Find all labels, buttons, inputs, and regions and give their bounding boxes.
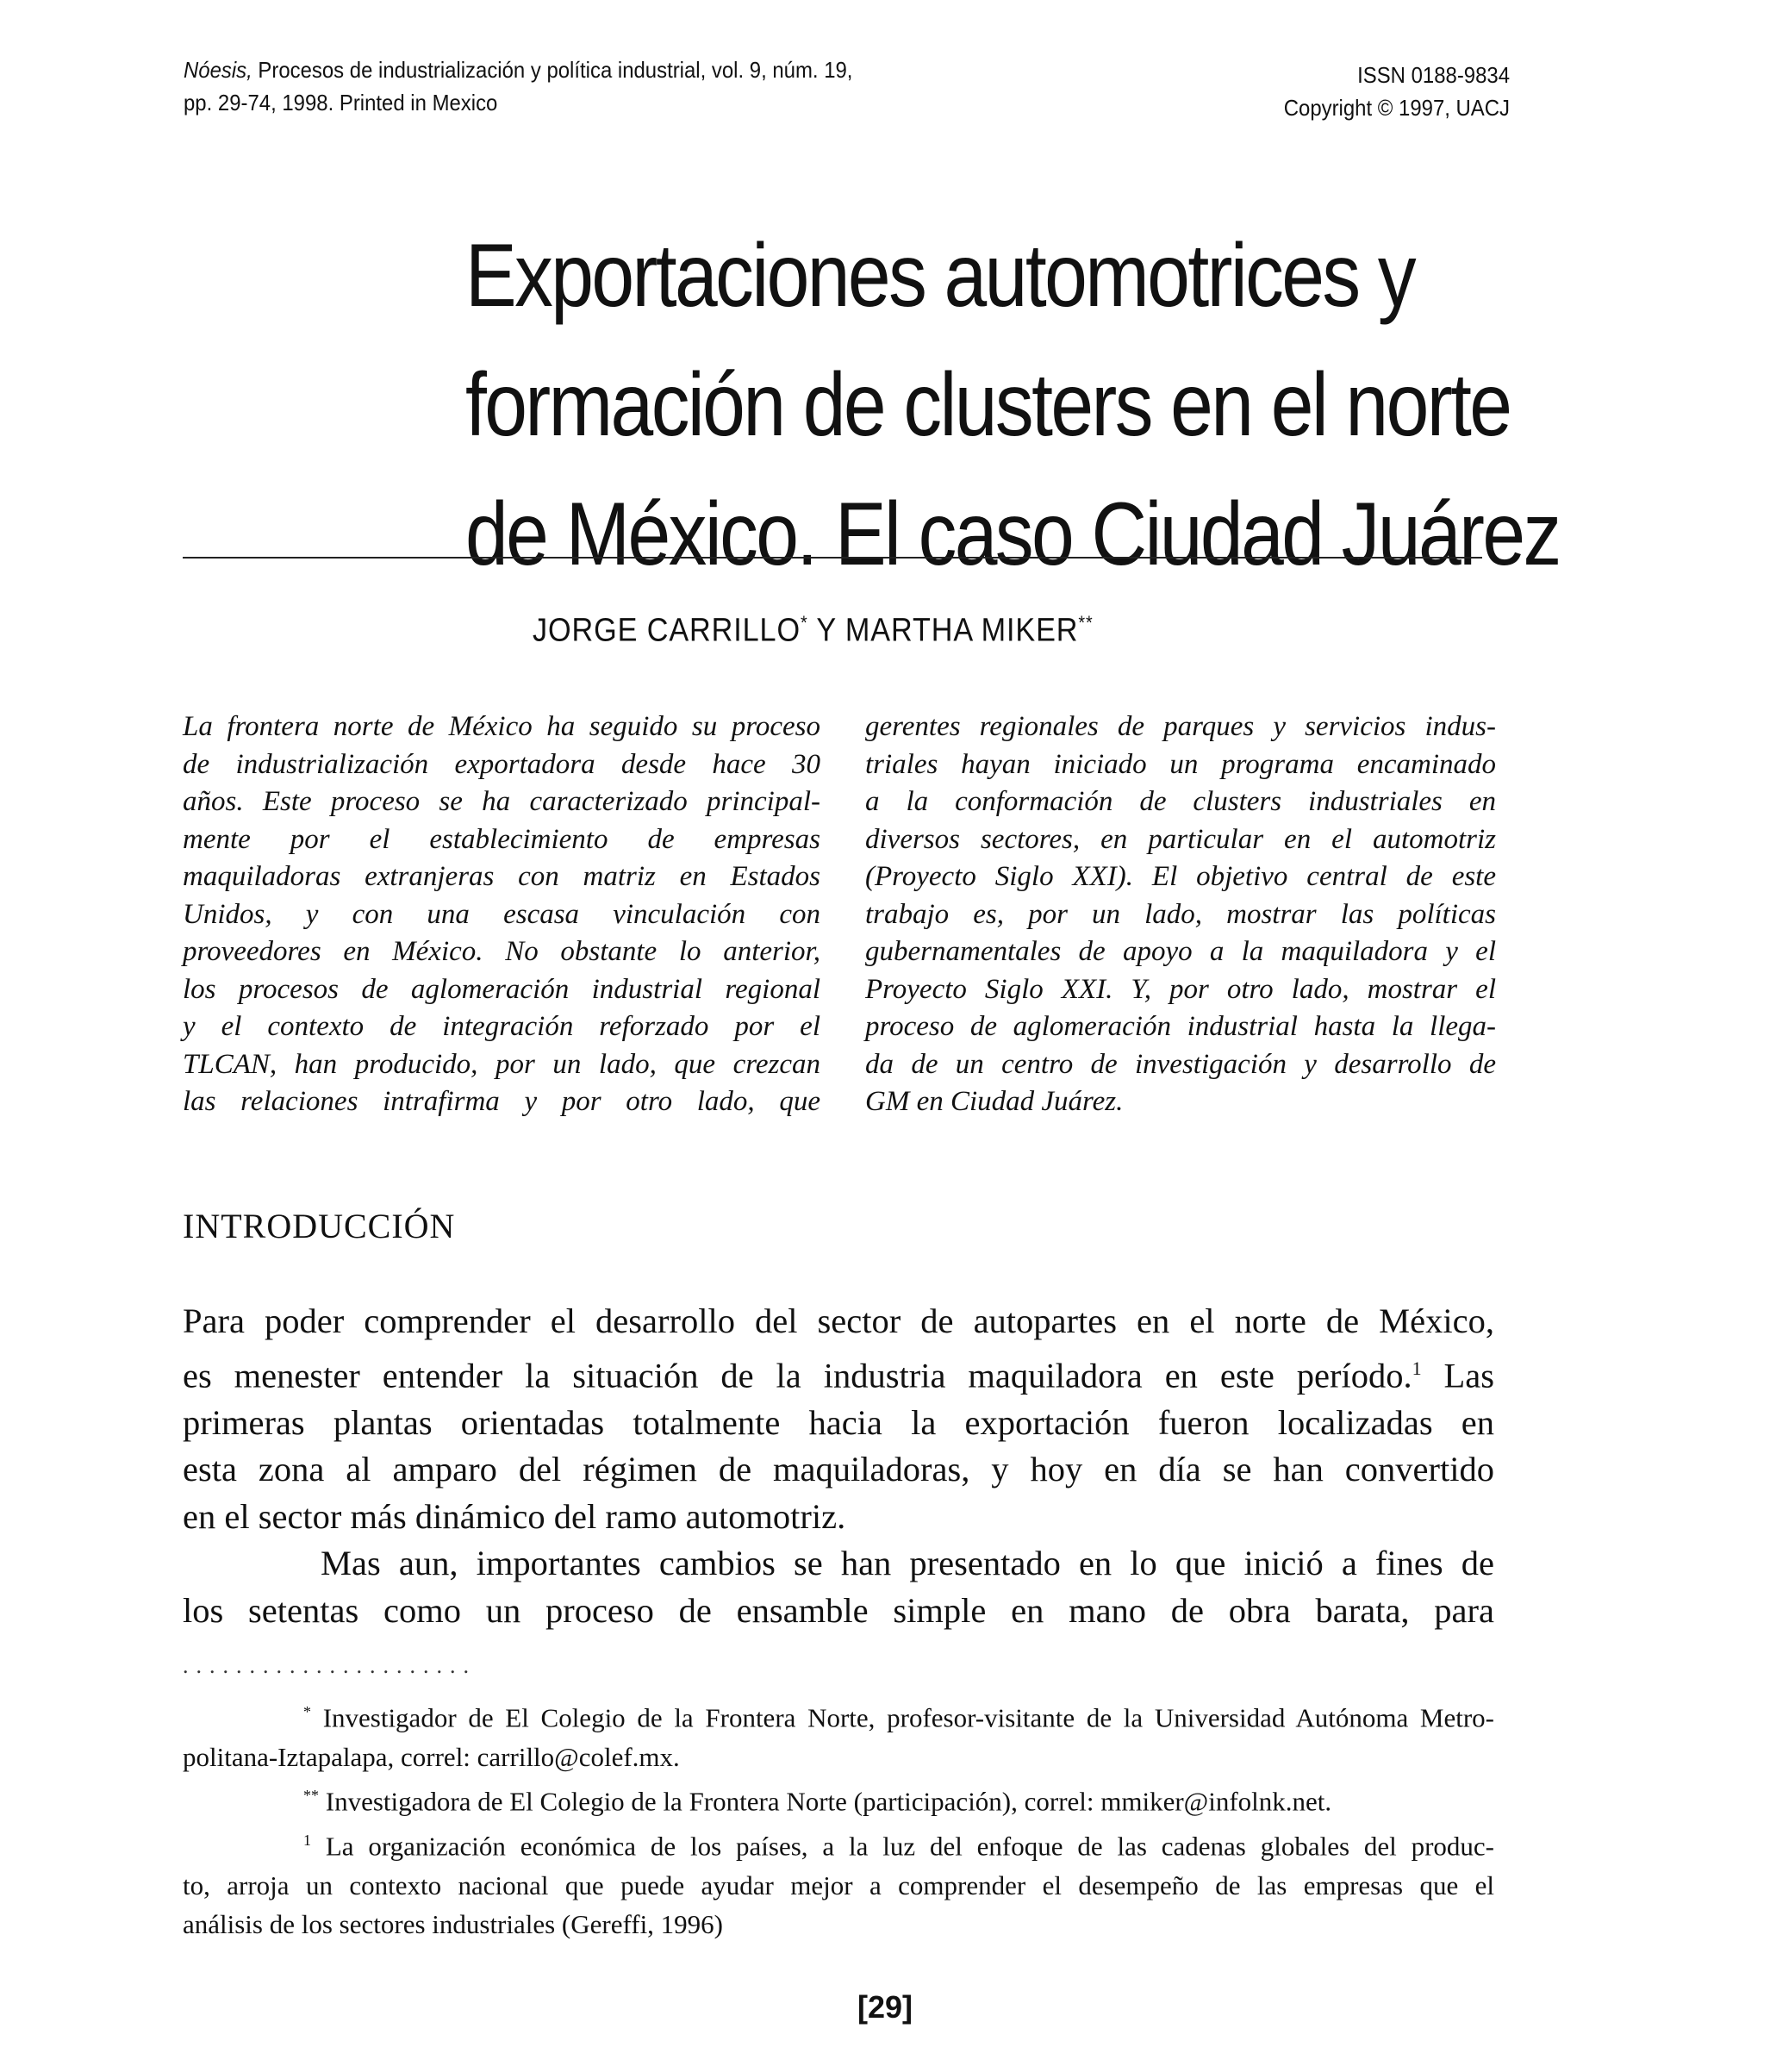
abstract-line: GM en Ciudad Juárez. (865, 1086, 1124, 1117)
abstract-line: los procesos de aglomeración industrial regional (183, 973, 820, 1005)
abstract-line: TLCAN, han producido, por un lado, que crezcan (183, 1048, 820, 1080)
footnote-text: Investigador de El Colegio de la Frontera Norte, profesor-visitante de la Universidad Autónoma Metro- (311, 1702, 1494, 1733)
title-line-2: formación de clusters en el norte (465, 355, 1511, 455)
abstract-line: mente por el establecimiento de empresas (183, 823, 820, 855)
author-1: JORGE CARRILLO (533, 612, 801, 649)
abstract-line: de industrialización exportadora desde hace 30 (183, 748, 820, 780)
authors (533, 603, 1231, 651)
title-line-1: Exportaciones automotrices y (465, 226, 1414, 326)
journal-citation (184, 53, 976, 119)
body-line-text: es menester entender la situación de la industria maquiladora en este período. (183, 1356, 1412, 1395)
footnotes (183, 1693, 1494, 1944)
abstract-line: a la conformación de clusters industriales en (865, 786, 1496, 817)
abstract-line: gubernamentales de apoyo a la maquiladora y el (865, 936, 1496, 967)
abstract-line: triales hayan iniciado un programa encaminado (865, 748, 1496, 780)
body-line: los setentas como un proceso de ensamble simple en mano de obra barata, para (183, 1590, 1494, 1630)
abstract-line: años. Este proceso se ha caracterizado principal- (183, 786, 820, 817)
footnote-text: Investigadora de El Colegio de la Frontera Norte (participación), correl: mmiker@infolnk.net. (319, 1786, 1332, 1817)
footnote-line (183, 1821, 1494, 1866)
body-line: esta zona al amparo del régimen de maquiladoras, y hoy en día se han convertido (183, 1450, 1494, 1488)
body-line: en el sector más dinámico del ramo automotriz. (183, 1496, 846, 1536)
section-heading: INTRODUCCIÓN (183, 1207, 456, 1245)
author-1-mark: * (800, 612, 808, 633)
abstract-column-right (865, 708, 1496, 1121)
body-line (183, 1345, 1494, 1400)
footnote-line: politana-Iztapalapa, correl: carrillo@colef.mx. (183, 1741, 680, 1772)
footnote-line: análisis de los sectores industriales (Gereffi, 1996) (183, 1909, 724, 1940)
page-number: [29] (857, 1989, 913, 2025)
citation-line-2: pp. 29-74, 1998. Printed in Mexico (184, 90, 498, 115)
body-line: primeras plantas orientadas totalmente hacia la exportación fueron localizadas en (183, 1402, 1494, 1442)
abstract-line: proceso de aglomeración industrial hasta la llega- (865, 1011, 1496, 1042)
footnote-separator: ...................... (183, 1653, 477, 1678)
issn-block (1034, 59, 1510, 124)
body-line-text: Las (1421, 1356, 1494, 1395)
article-title (465, 211, 1560, 599)
abstract-line: trabajo es, por un lado, mostrar las políticas (865, 898, 1496, 930)
author-2: MARTHA MIKER (844, 612, 1079, 649)
abstract-line: las relaciones intrafirma y por otro lado, que (183, 1086, 820, 1117)
abstract-line: y el contexto de integración reforzado por el (183, 1011, 820, 1042)
footnote-line (183, 1776, 1494, 1821)
body-line: Para poder comprender el desarrollo del sector de autopartes en el norte de México, (183, 1301, 1494, 1340)
footnote-text: La organización económica de los países, a la luz del enfoque de las cadenas globales del produc- (311, 1831, 1494, 1862)
author-connector: Y (807, 612, 845, 649)
abstract-line: diversos sectores, en particular en el automotriz (865, 823, 1496, 855)
abstract-line: (Proyecto Siglo XXI). El objetivo central de este (865, 861, 1496, 892)
abstract-line: da de un centro de investigación y desarrollo de (865, 1048, 1496, 1080)
footnote-mark: ** (303, 1787, 319, 1805)
abstract-column-left (183, 708, 820, 1121)
footnote-mark: * (303, 1703, 311, 1720)
abstract-line: La frontera norte de México ha seguido su proceso (183, 711, 820, 742)
footnote-line: to, arroja un contexto nacional que puede ayudar mejor a comprender el desempeño de las empresas que el (183, 1869, 1494, 1900)
abstract-line: proveedores en México. No obstante lo anterior, (183, 936, 820, 967)
footnote-line (183, 1693, 1494, 1738)
issn: ISSN 0188-9834 (1357, 62, 1510, 88)
body-text (183, 1298, 1494, 1634)
footnote-ref[interactable]: 1 (1412, 1357, 1422, 1379)
title-line-3: de México. El caso Ciudad Juárez (465, 484, 1560, 584)
abstract-line: Unidos, y con una escasa vinculación con (183, 898, 820, 930)
citation-line-1: Procesos de industrialización y política industrial, vol. 9, núm. 19, (252, 57, 853, 83)
footnote-mark: 1 (303, 1832, 311, 1850)
abstract-line: maquiladoras extranjeras con matriz en Estados (183, 861, 820, 892)
copyright: Copyright © 1997, UACJ (1283, 95, 1510, 121)
title-rule (183, 557, 1482, 559)
body-line: Mas aun, importantes cambios se han presentado en lo que inició a fines de (321, 1544, 1494, 1582)
journal-name: Nóesis, (184, 57, 252, 83)
abstract-line: Proyecto Siglo XXI. Y, por otro lado, mostrar el (865, 973, 1496, 1005)
abstract-line: gerentes regionales de parques y servicios indus- (865, 711, 1496, 742)
author-2-mark: ** (1078, 612, 1094, 633)
